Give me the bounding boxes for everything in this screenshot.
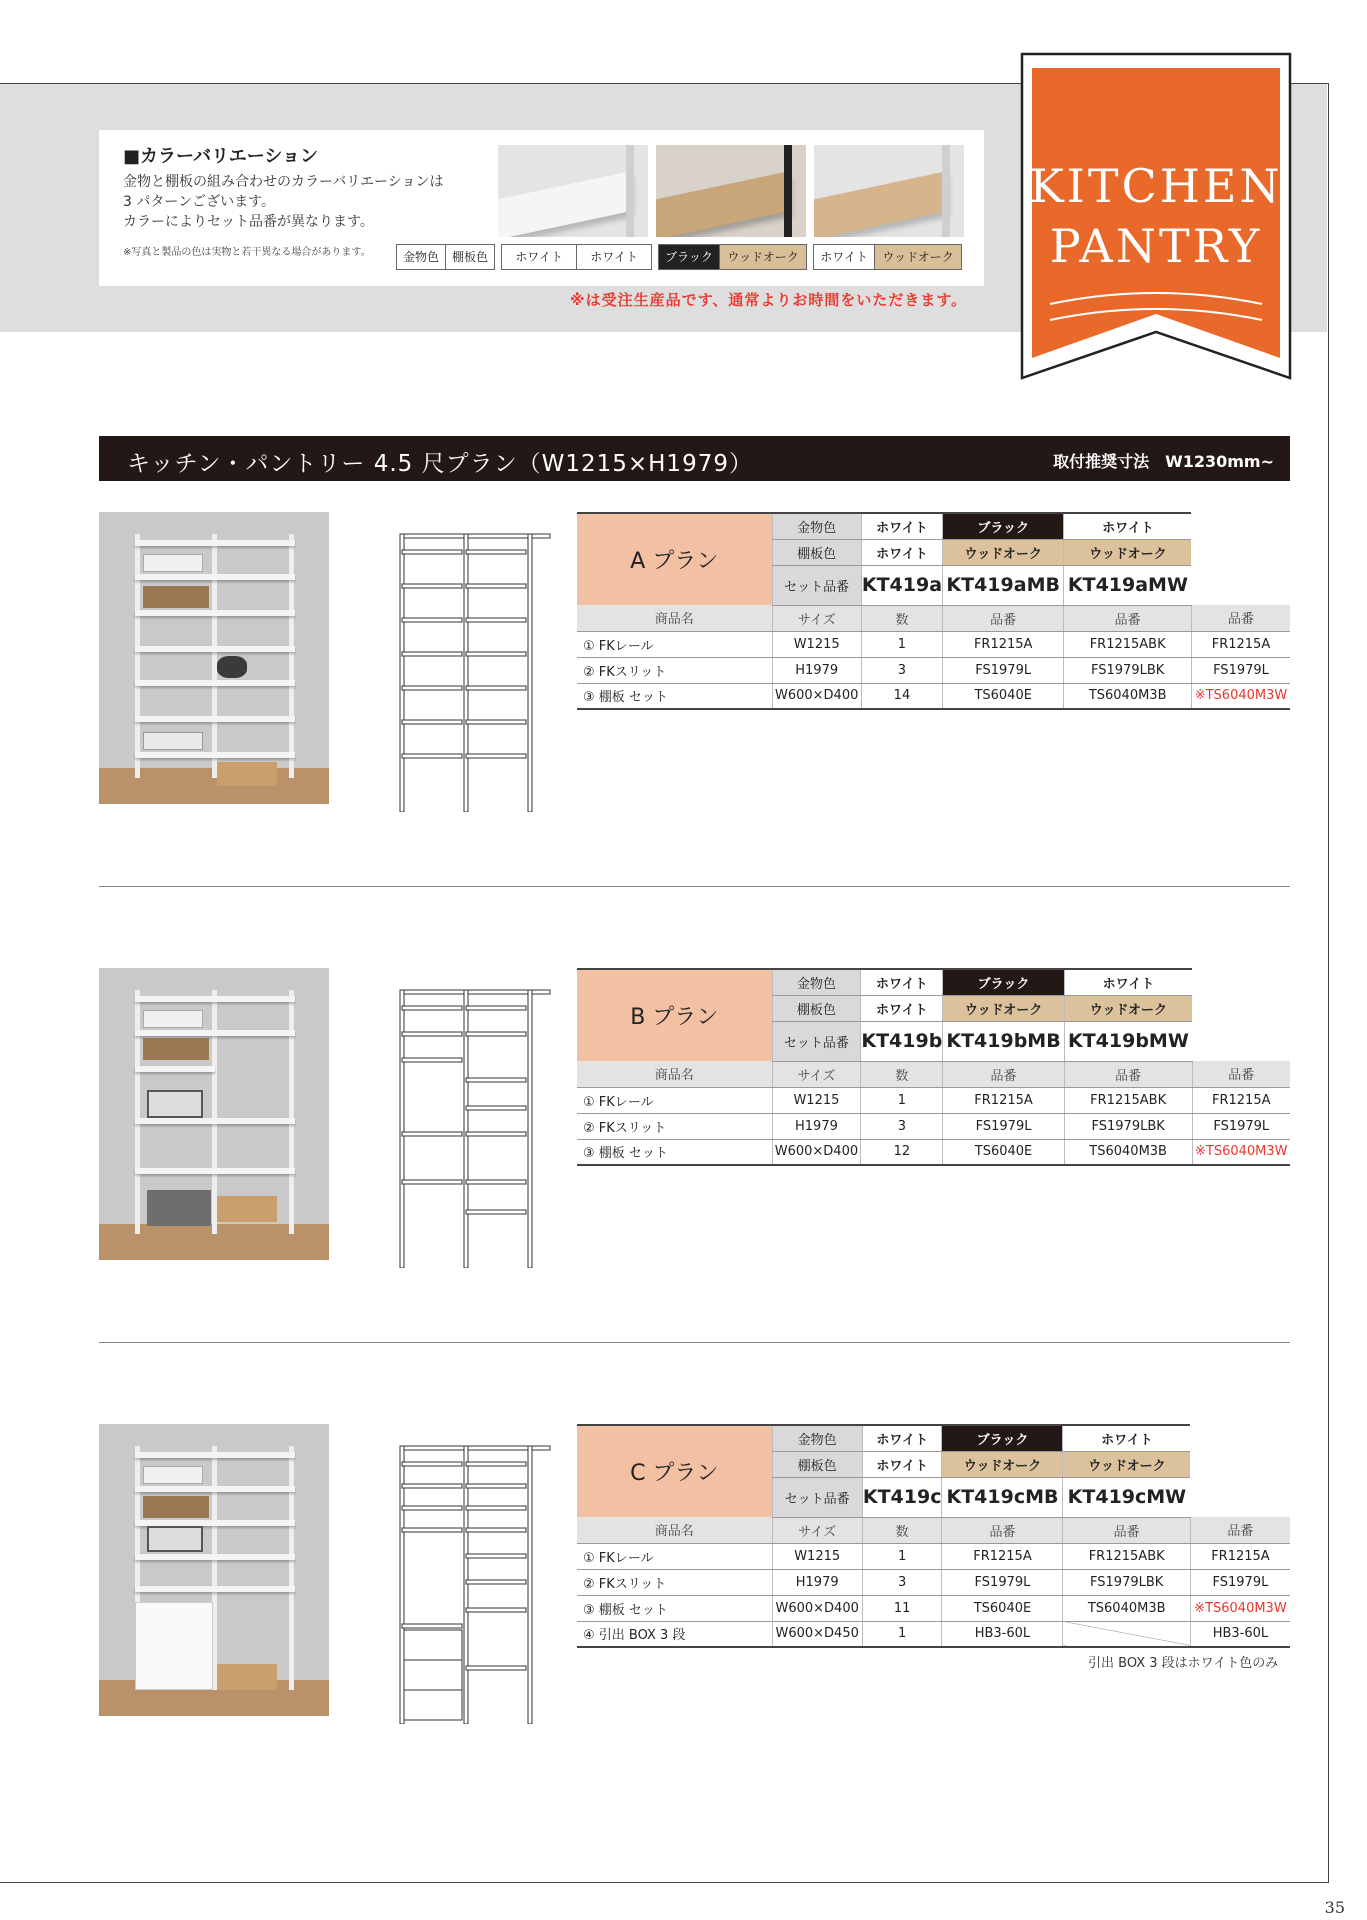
set-code-2: KT419cMB xyxy=(942,1477,1063,1517)
divider xyxy=(99,886,1290,887)
row-part-number: FS1979L xyxy=(943,657,1064,683)
page-number: 35 xyxy=(1324,1898,1345,1917)
set-code-3: KT419bMW xyxy=(1064,1021,1192,1061)
color-variation-title: ■カラーバリエーション xyxy=(123,146,319,167)
bd-oak-2: ウッドオーク xyxy=(1063,1451,1190,1477)
hw-white: ホワイト xyxy=(861,513,942,539)
section-title: キッチン・パントリー 4.5 尺プラン（W1215×H1979） xyxy=(127,451,753,477)
hdr-part2: 品番 xyxy=(1063,1517,1190,1543)
plan-b-name: B プラン xyxy=(577,969,772,1061)
row-product-name: ③ 棚板 セット xyxy=(577,1139,772,1165)
hdr-part3: 品番 xyxy=(1192,1061,1290,1087)
plan-a-photo xyxy=(99,512,329,804)
section-title-bar xyxy=(99,436,1290,481)
row-qty: 11 xyxy=(862,1595,942,1621)
color-variation-description: 金物と棚板の組み合わせのカラーバリエーションは 3 パターンございます。 カラーによりセット品番が異なります。 xyxy=(123,174,444,230)
color-variation-note: ※写真と製品の色は実物と若干異なる場合があります。 xyxy=(123,247,371,258)
row-qty: 3 xyxy=(861,657,942,683)
plan-c-name: C プラン xyxy=(577,1425,772,1517)
set-code-2: KT419aMB xyxy=(943,565,1064,605)
badge-line2: PANTRY xyxy=(1049,219,1263,273)
pattern3-board: ウッドオーク xyxy=(874,244,962,270)
hdr-product: 商品名 xyxy=(577,605,772,631)
hdr-part2: 品番 xyxy=(1064,1061,1192,1087)
hdr-part3: 品番 xyxy=(1190,1517,1290,1543)
row-qty: 3 xyxy=(861,1113,943,1139)
hdr-part1: 品番 xyxy=(942,1517,1063,1543)
hw-black: ブラック xyxy=(942,1425,1063,1451)
row-qty: 1 xyxy=(862,1621,942,1647)
plan-a-name: A プラン xyxy=(577,513,772,605)
row-part-number: FS1979LBK xyxy=(1063,1569,1190,1595)
row-product-name: ① FKレール xyxy=(577,1087,772,1113)
hdr-part3: 品番 xyxy=(1191,605,1290,631)
plan-a-diagram xyxy=(360,512,560,812)
row-product-name: ③ 棚板 セット xyxy=(577,1595,772,1621)
hw-white-2: ホワイト xyxy=(1064,513,1192,539)
plan-c-table xyxy=(577,1424,1290,1648)
row-part-number: ※TS6040M3W xyxy=(1191,683,1290,709)
kitchen-pantry-badge xyxy=(1020,52,1292,380)
hdr-size: サイズ xyxy=(772,1061,861,1087)
hdr-size: サイズ xyxy=(772,605,861,631)
bd-oak: ウッドオーク xyxy=(943,995,1064,1021)
row-product-name: ② FKスリット xyxy=(577,1113,772,1139)
color-variation-box xyxy=(99,130,984,286)
set-code-1: KT419c xyxy=(862,1477,942,1517)
plan-b-table xyxy=(577,968,1290,1166)
pattern1-board: ホワイト xyxy=(576,244,652,270)
plan-a xyxy=(0,512,1367,812)
row-part-number: FR1215A xyxy=(1190,1543,1290,1569)
hw-white: ホワイト xyxy=(862,1425,942,1451)
pattern1-hardware: ホワイト xyxy=(501,244,577,270)
row-product-name: ② FKスリット xyxy=(577,657,772,683)
row-part-number: HB3-60L xyxy=(1190,1621,1290,1647)
row-part-number: FR1215ABK xyxy=(1064,1087,1192,1113)
swatch-photo-white-oak xyxy=(814,145,964,237)
row-size: W600×D450 xyxy=(772,1621,862,1647)
row-part-number: FS1979L xyxy=(1191,657,1290,683)
bd-oak-2: ウッドオーク xyxy=(1064,539,1192,565)
hdr-part2: 品番 xyxy=(1064,605,1192,631)
row-size: W600×D400 xyxy=(772,683,861,709)
plan-c-diagram xyxy=(360,1424,560,1724)
row-part-number: TS6040E xyxy=(942,1595,1063,1621)
row-part-number: TS6040E xyxy=(943,683,1064,709)
row-part-number: FR1215A xyxy=(1192,1087,1290,1113)
row-part-number: FS1979LBK xyxy=(1064,1113,1192,1139)
swatch-photo-black-oak xyxy=(656,145,806,237)
hdr-hardware: 金物色 xyxy=(772,969,861,995)
bd-white: ホワイト xyxy=(861,539,942,565)
row-size: W1215 xyxy=(772,1543,862,1569)
bd-oak: ウッドオーク xyxy=(942,1451,1063,1477)
set-code-3: KT419aMW xyxy=(1064,565,1192,605)
hdr-qty: 数 xyxy=(861,605,942,631)
row-part-number: FR1215ABK xyxy=(1063,1543,1190,1569)
row-size: W600×D400 xyxy=(772,1595,862,1621)
row-product-name: ② FKスリット xyxy=(577,1569,772,1595)
swatch-photo-white-white xyxy=(498,145,648,237)
row-size: H1979 xyxy=(772,1113,861,1139)
row-product-name: ① FKレール xyxy=(577,631,772,657)
plan-c xyxy=(0,1424,1367,1724)
row-size: W600×D400 xyxy=(772,1139,861,1165)
row-part-number: FR1215A xyxy=(943,1087,1064,1113)
row-qty: 1 xyxy=(861,1087,943,1113)
pattern2-board: ウッドオーク xyxy=(719,244,807,270)
label-board-color: 棚板色 xyxy=(445,244,495,270)
hdr-set-code: セット品番 xyxy=(772,1021,861,1061)
row-part-number: TS6040M3B xyxy=(1064,683,1192,709)
hdr-product: 商品名 xyxy=(577,1517,772,1543)
row-product-name: ③ 棚板 セット xyxy=(577,683,772,709)
row-part-number: TS6040M3B xyxy=(1064,1139,1192,1165)
drawer-note: 引出 BOX 3 段はホワイト色のみ xyxy=(1088,1656,1279,1671)
set-code-2: KT419bMB xyxy=(943,1021,1064,1061)
set-code-3: KT419cMW xyxy=(1063,1477,1190,1517)
hdr-board: 棚板色 xyxy=(772,1451,862,1477)
row-part-number: FS1979L xyxy=(943,1113,1064,1139)
plan-b-photo xyxy=(99,968,329,1260)
mount-size: 取付推奨寸法 W1230mm~ xyxy=(1053,452,1274,471)
row-size: W1215 xyxy=(772,631,861,657)
row-part-number: TS6040E xyxy=(943,1139,1064,1165)
hdr-product: 商品名 xyxy=(577,1061,772,1087)
row-qty: 12 xyxy=(861,1139,943,1165)
divider xyxy=(99,1342,1290,1343)
row-size: W1215 xyxy=(772,1087,861,1113)
row-part-number: FS1979L xyxy=(1190,1569,1290,1595)
bd-white: ホワイト xyxy=(861,995,943,1021)
pattern3-hardware: ホワイト xyxy=(813,244,875,270)
hdr-hardware: 金物色 xyxy=(772,513,861,539)
swatch-labels xyxy=(397,244,962,270)
hw-white-2: ホワイト xyxy=(1063,1425,1190,1451)
set-code-1: KT419b xyxy=(861,1021,943,1061)
row-qty: 14 xyxy=(861,683,942,709)
label-hardware-color: 金物色 xyxy=(396,244,446,270)
row-part-number: TS6040M3B xyxy=(1063,1595,1190,1621)
plan-a-table xyxy=(577,512,1290,710)
badge-line1: KITCHEN xyxy=(1029,159,1283,213)
row-part-number: FR1215A xyxy=(943,631,1064,657)
row-part-number: ※TS6040M3W xyxy=(1190,1595,1290,1621)
row-qty: 1 xyxy=(861,631,942,657)
row-product-name: ④ 引出 BOX 3 段 xyxy=(577,1621,772,1647)
hdr-set-code: セット品番 xyxy=(772,565,861,605)
row-part-number: FR1215A xyxy=(942,1543,1063,1569)
hdr-part1: 品番 xyxy=(943,605,1064,631)
row-size: H1979 xyxy=(772,1569,862,1595)
row-qty: 1 xyxy=(862,1543,942,1569)
row-part-number: FS1979L xyxy=(1192,1113,1290,1139)
plan-c-photo xyxy=(99,1424,329,1716)
row-part-number: FR1215ABK xyxy=(1064,631,1192,657)
bd-oak-2: ウッドオーク xyxy=(1064,995,1192,1021)
hdr-part1: 品番 xyxy=(943,1061,1064,1087)
hdr-set-code: セット品番 xyxy=(772,1477,862,1517)
hw-black: ブラック xyxy=(943,513,1064,539)
row-part-number: FR1215A xyxy=(1191,631,1290,657)
row-part-number: FS1979L xyxy=(942,1569,1063,1595)
bd-white: ホワイト xyxy=(862,1451,942,1477)
plan-b-diagram xyxy=(360,968,560,1268)
hdr-hardware: 金物色 xyxy=(772,1425,862,1451)
hdr-qty: 数 xyxy=(861,1061,943,1087)
row-part-number: HB3-60L xyxy=(942,1621,1063,1647)
pattern2-hardware: ブラック xyxy=(658,244,720,270)
hdr-board: 棚板色 xyxy=(772,995,861,1021)
plan-b xyxy=(0,968,1367,1268)
row-part-number: ※TS6040M3W xyxy=(1192,1139,1290,1165)
made-to-order-notice: ※は受注生産品です、通常よりお時間をいただきます。 xyxy=(570,291,968,309)
row-qty: 3 xyxy=(862,1569,942,1595)
bd-oak: ウッドオーク xyxy=(943,539,1064,565)
hdr-size: サイズ xyxy=(772,1517,862,1543)
hw-black: ブラック xyxy=(943,969,1064,995)
hw-white-2: ホワイト xyxy=(1064,969,1192,995)
row-part-number xyxy=(1063,1621,1190,1647)
set-code-1: KT419a xyxy=(861,565,942,605)
hdr-board: 棚板色 xyxy=(772,539,861,565)
hw-white: ホワイト xyxy=(861,969,943,995)
hdr-qty: 数 xyxy=(862,1517,942,1543)
row-part-number: FS1979LBK xyxy=(1064,657,1192,683)
row-size: H1979 xyxy=(772,657,861,683)
row-product-name: ① FKレール xyxy=(577,1543,772,1569)
